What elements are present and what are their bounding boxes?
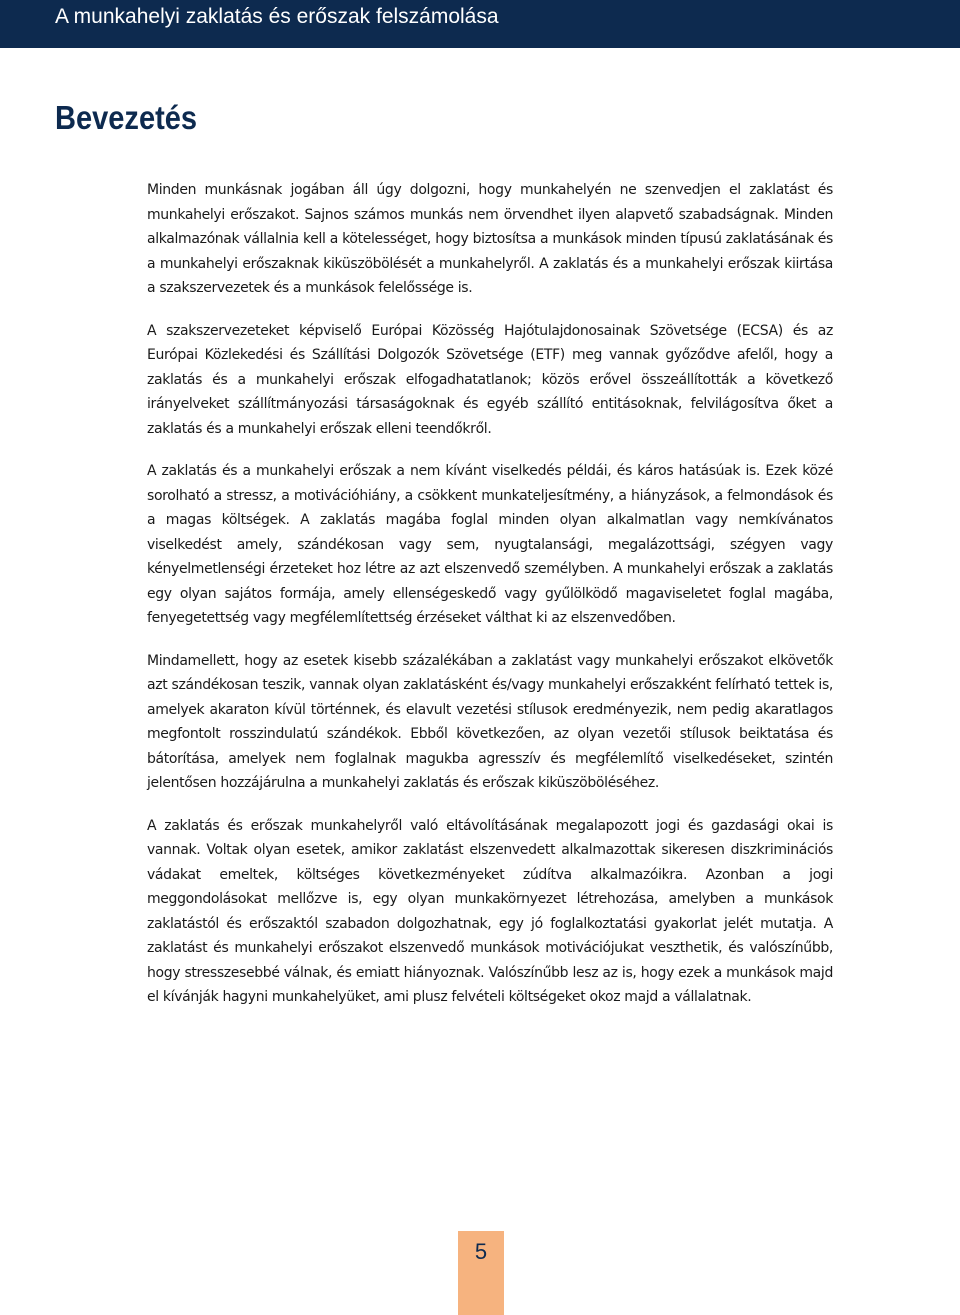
paragraph-management-styles: Mindamellett, hogy az esetek kisebb százalékában a zaklatást vagy munkahelyi erőszakot elkövetők azt szándékosan teszik, vannak olyan zaklatásként és/vagy munkahelyi erőszakként felírható tettek is, amelyek akaraton kívül történnek, és elavult vezetési stílusok eredményezik, nem pedig akaratlagos megfontolt rosszindulatú szándékok. Ebből következően, az olyan vezetői stílusok beiktatása és bátorítása, amelyek nem foglalnak magukba agresszív és megfélemlítő viselkedéseket, szintén jelentősen hozzájárulna a munkahelyi zaklatás és erőszak kiküszöböléséhez.	[147, 652, 833, 791]
section-title: Bevezetés	[55, 99, 198, 136]
paragraph-ecsa-etf: A szakszervezeteket képviselő Európai Közösség Hajótulajdonosainak Szövetsége (ECSA) és az Európai Közlekedési és Szállítási Dolgozók Szövetsége (ETF) meg vannak győződve afelől, hogy a zaklatás és a munkahelyi erőszak elfogadhatatlanok; közös erővel összeállították a következő irányelveket szállítmányozási társaságoknak és egyéb szállító entitásoknak, felvilágosítva őket a zaklatás és a munkahelyi erőszak elleni teendőkről.	[147, 322, 833, 437]
header-bar	[0, 0, 960, 48]
paragraph-intro: Minden munkásnak jogában áll úgy dolgozni, hogy munkahelyén ne szenvedjen el zaklatást és munkahelyi erőszakot. Sajnos számos munkás nem örvendhet ilyen alapvető szabadságnak. Minden alkalmazónak vállalnia kell a kötelességet, hogy biztosítsa a munkások minden típusú zaklatásának és a munkahelyi erőszaknak kiküszöbölését a munkahelyről. A zaklatás és a munkahelyi erőszak kiirtása a szakszervezetek és a munkások felelőssége is.	[147, 182, 833, 296]
paragraph-legal-economic: A zaklatás és erőszak munkahelyről való eltávolításának megalapozott jogi és gazdasági okai is vannak. Voltak olyan esetek, amikor zaklatást elszenvedett alkalmazottak sikeresen diszkriminációs vádakat emeltek, költséges következményeket zúdítva alkalmazóikra. Azonban a jogi meggondolásokat mellőzve is, egy olyan munkakörnyezet létrehozása, amelyben a munkások zaklatástól és erőszaktól szabadon dolgozhatnak, egy jó foglalkoztatási gyakorlat jelét mutatja. A zaklatást és munkahelyi erőszakot elszenvedő munkások motivációjukat veszthetik, és valószínűbb, hogy stresszesebbé válnak, és emiatt hiányoznak. Valószínűbb lesz az is, hogy ezek a munkások majd el kívánják hagyni munkahelyüket, ami plusz felvételi költségeket okoz majd a vállalatnak.	[147, 817, 833, 1005]
paragraph-effects: A zaklatás és a munkahelyi erőszak a nem kívánt viselkedés példái, és káros hatásúak is. Ezek közé sorolható a stressz, a motivációhiány, a csökkent munkateljesítmény, a hiányzások, a felmondások és a magas költségek. A zaklatás magába foglal minden olyan alkalmatlan vagy nemkívánatos viselkedést amely, szándékosan vagy sem, nyugtalansági, megalázottsági, szégyen vagy kényelmetlenségi érzeteket hoz létre az azt elszenvedő személyben. A munkahelyi erőszak a zaklatás egy olyan sajátos formája, amely ellenségeskedő vagy gyűlölködő magaviseletet foglal magába, fenyegetettség vagy megfélemlítettség érzéseket válthat ki az elszenvedőben.	[147, 463, 833, 626]
page-number: 5	[474, 1239, 488, 1264]
document-header-title: A munkahelyi zaklatás és erőszak felszámolása	[55, 5, 499, 28]
page-number-box	[458, 1231, 504, 1315]
body-text	[147, 178, 833, 1028]
